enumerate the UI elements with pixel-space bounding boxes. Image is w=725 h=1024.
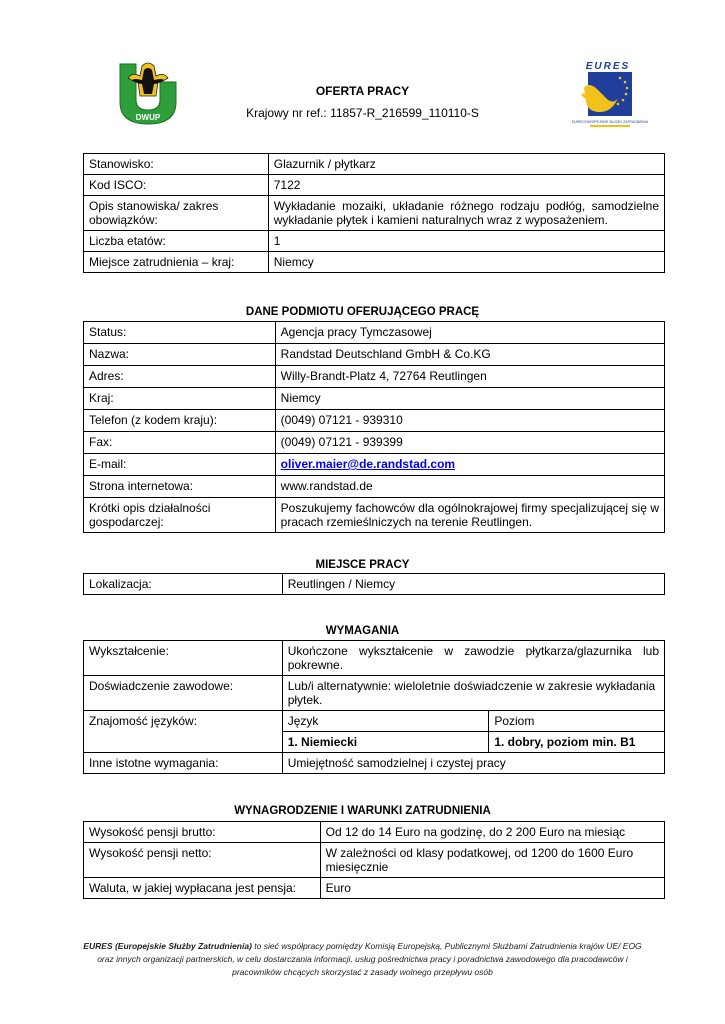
table-row	[84, 410, 665, 432]
row-value: Euro	[320, 878, 664, 899]
footer-note	[80, 940, 645, 979]
row-label: Kod ISCO:	[84, 175, 269, 196]
language-value: 1. Niemiecki	[282, 732, 489, 753]
table-row	[84, 476, 665, 498]
employer-table	[83, 321, 665, 533]
row-value: Niemcy	[268, 252, 664, 273]
row-label: Kraj:	[84, 388, 276, 410]
row-label: Liczba etatów:	[84, 231, 269, 252]
row-label: Miejsce zatrudnienia – kraj:	[84, 252, 269, 273]
row-value: W zależności od klasy podatkowej, od 1200 do 1600 Euro miesięcznie	[320, 843, 664, 878]
job-table	[83, 153, 665, 273]
table-row	[84, 711, 665, 732]
location-heading: MIEJSCE PRACY	[315, 559, 410, 571]
table-row	[84, 822, 665, 843]
row-value: Poszukujemy fachowców dla ogólnokrajowej firmy specjalizującej się w pracach rzemieślniczych na terenie Reutlingen.	[275, 498, 664, 533]
table-row	[84, 432, 665, 454]
table-row	[84, 641, 665, 676]
table-row	[84, 231, 665, 252]
row-value: 1	[268, 231, 664, 252]
row-label: Doświadczenie zawodowe:	[84, 676, 283, 711]
row-label: Adres:	[84, 366, 276, 388]
table-row	[84, 196, 665, 231]
row-value: Niemcy	[275, 388, 664, 410]
row-label: Inne istotne wymagania:	[84, 753, 283, 774]
table-row	[84, 322, 665, 344]
table-row	[84, 344, 665, 366]
requirements-heading: WYMAGANIA	[325, 625, 400, 637]
table-row	[84, 574, 665, 595]
level-column-header: Poziom	[489, 711, 665, 732]
row-value: Willy-Brandt-Platz 4, 72764 Reutlingen	[275, 366, 664, 388]
row-label: Wysokość pensji brutto:	[84, 822, 321, 843]
row-label: Strona internetowa:	[84, 476, 276, 498]
row-value: Glazurnik / płytkarz	[268, 154, 664, 175]
footer-bold: EURES (Europejskie Służby Zatrudnienia)	[83, 941, 252, 951]
employer-heading: DANE PODMIOTU OFERUJĄCEGO PRACĘ	[245, 306, 480, 318]
row-value: Wykładanie mozaiki, układanie różnego rodzaju podłóg, samodzielne wykładanie płytek i kamieni naturalnych wraz z wyposażeniem.	[268, 196, 664, 231]
row-label: Wykształcenie:	[84, 641, 283, 676]
email-link[interactable]: oliver.maier@de.randstad.com	[280, 457, 456, 471]
row-value: Agencja pracy Tymczasowej	[275, 322, 664, 344]
row-value: (0049) 07121 - 939310	[275, 410, 664, 432]
row-value: 7122	[268, 175, 664, 196]
table-row	[84, 454, 665, 476]
salary-heading: WYNAGRODZENIE I WARUNKI ZATRUDNIENIA	[234, 805, 491, 817]
row-label: E-mail:	[84, 454, 276, 476]
row-value	[275, 454, 664, 476]
row-label: Telefon (z kodem kraju):	[84, 410, 276, 432]
row-value: Od 12 do 14 Euro na godzinę, do 2 200 Euro na miesiąc	[320, 822, 664, 843]
table-row	[84, 878, 665, 899]
eures-logo-text: EURES	[585, 61, 631, 72]
row-label: Status:	[84, 322, 276, 344]
table-row	[84, 366, 665, 388]
row-label: Wysokość pensji netto:	[84, 843, 321, 878]
requirements-table	[83, 640, 665, 774]
row-value: (0049) 07121 - 939399	[275, 432, 664, 454]
table-row	[84, 154, 665, 175]
footer-text: to sieć współpracy pomiędzy Komisją Europejską, Publicznymi Służbami Zatrudnienia krajów UE/ EOG oraz innych organizacji partnerskich, w celu dostarczania informacji, usług pośrednictwa pracy i poradnictwa zawodowego dla pracodawców i pracowników chcących skorzystać z zasady wolnego przepływu osób	[97, 941, 642, 977]
table-row	[84, 676, 665, 711]
row-label: Znajomość języków:	[84, 711, 283, 753]
page-title: OFERTA PRACY	[315, 84, 410, 98]
row-label: Krótki opis działalności gospodarczej:	[84, 498, 276, 533]
row-value: Randstad Deutschland GmbH & Co.KG	[275, 344, 664, 366]
row-label: Lokalizacja:	[84, 574, 283, 595]
language-column-header: Język	[282, 711, 489, 732]
row-value: www.randstad.de	[275, 476, 664, 498]
dwup-logo-text: DWUP	[135, 113, 161, 122]
table-row	[84, 252, 665, 273]
table-row	[84, 498, 665, 533]
location-table	[83, 573, 665, 595]
row-label: Opis stanowiska/ zakres obowiązków:	[84, 196, 269, 231]
table-row	[84, 175, 665, 196]
eures-logo-subtext: EURES EUROPEJSKIE SŁUŻBY ZATRUDNIENIA	[571, 120, 649, 124]
table-row	[84, 753, 665, 774]
level-value: 1. dobry, poziom min. B1	[489, 732, 665, 753]
row-value: Lub/i alternatywnie: wieloletnie doświadczenie w zakresie wykładania płytek.	[282, 676, 664, 711]
row-value: Reutlingen / Niemcy	[282, 574, 664, 595]
table-row	[84, 388, 665, 410]
table-row	[84, 843, 665, 878]
row-label: Fax:	[84, 432, 276, 454]
salary-table	[83, 821, 665, 899]
row-value: Ukończone wykształcenie w zawodzie płytkarza/glazurnika lub pokrewne.	[282, 641, 664, 676]
row-label: Waluta, w jakiej wypłacana jest pensja:	[84, 878, 321, 899]
reference-number: Krajowy nr ref.: 11857-R_216599_110110-S	[246, 106, 479, 120]
row-label: Stanowisko:	[84, 154, 269, 175]
row-value: Umiejętność samodzielnej i czystej pracy	[282, 753, 664, 774]
row-label: Nazwa:	[84, 344, 276, 366]
